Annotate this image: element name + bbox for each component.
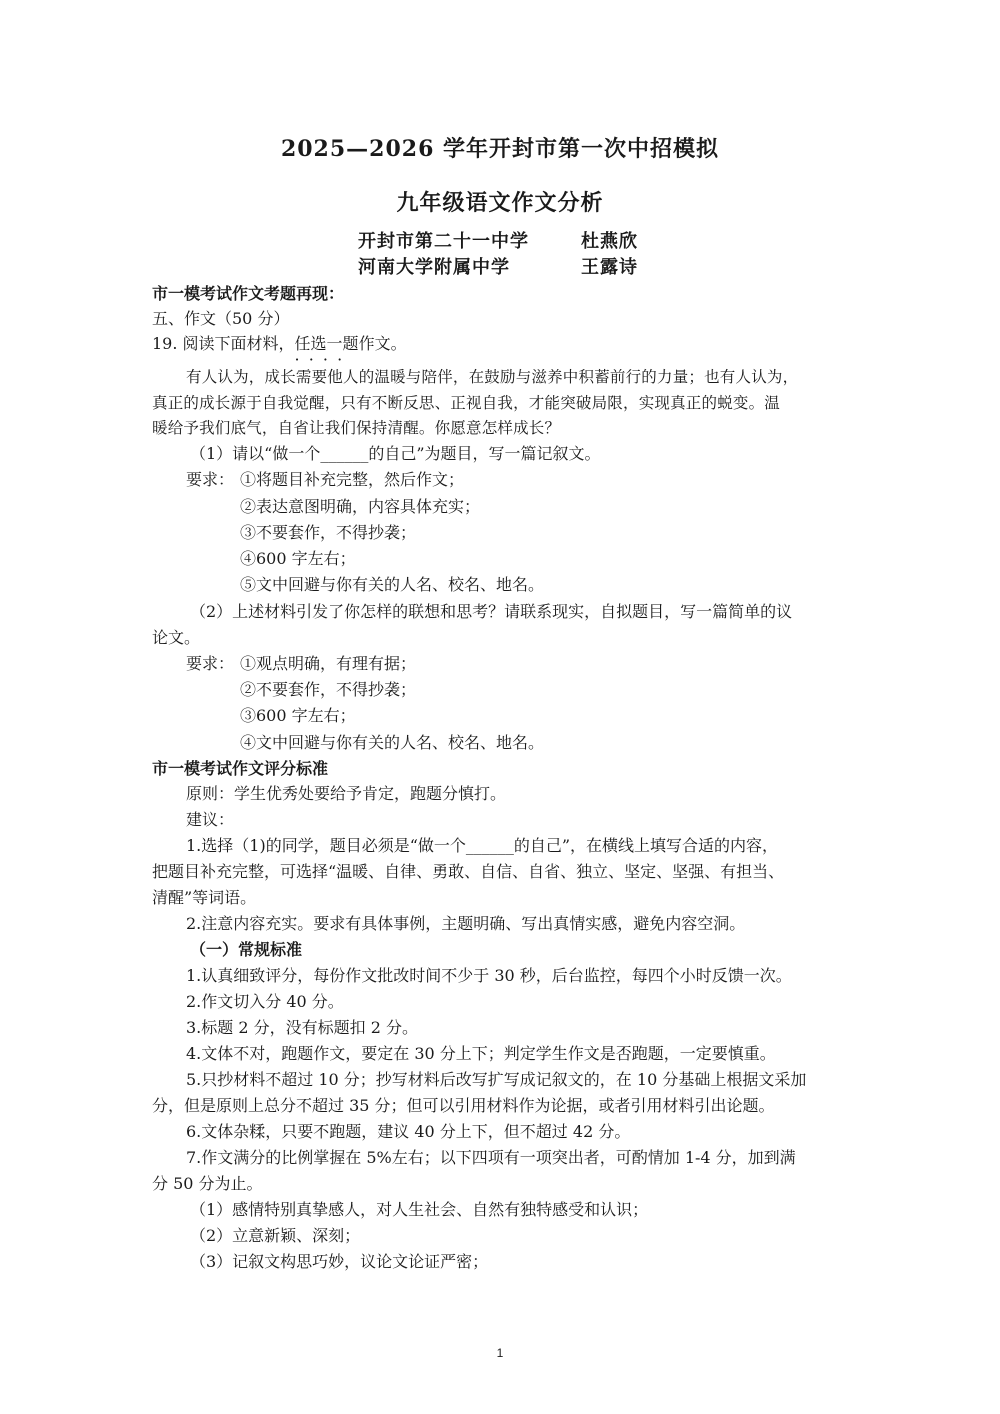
page-subtitle: 九年级语文作文分析 — [396, 190, 604, 216]
task-2-line-2: 论文。 — [152, 628, 201, 647]
rule-2: 2.作文切入分 40 分。 — [186, 992, 344, 1011]
page-number: 1 — [496, 1346, 504, 1360]
question-suffix: 作文。 — [358, 334, 407, 353]
requirement-item: ②表达意图明确，内容具体充实； — [240, 497, 481, 516]
rule-7-item: （3）记叙文构思巧妙，议论文论证严密； — [190, 1252, 489, 1271]
author-name-1: 杜燕欣 — [581, 231, 638, 252]
rule-6: 6.文体杂糅，只要不跑题，建议 40 分上下，但不超过 42 分。 — [186, 1122, 631, 1141]
suggestion-1-line-1: 1.选择（1)的同学，题目必须是“做一个______的自己”，在横线上填写合适的内容， — [186, 836, 779, 855]
author-school-1: 开封市第二十一中学 — [358, 231, 529, 252]
requirement-item: ③不要套作，不得抄袭； — [240, 523, 417, 542]
part-label: 五、作文（50 分） — [152, 309, 290, 328]
section-heading-exam: 市一模考试作文考题再现： — [152, 284, 345, 303]
scoring-principle: 原则：学生优秀处要给予肯定，跑题分慎打。 — [186, 784, 507, 803]
suggestion-2: 2.注意内容充实。要求有具体事例，主题明确、写出真情实感，避免内容空洞。 — [186, 914, 746, 933]
requirement-item: ①将题目补充完整，然后作文； — [240, 470, 465, 489]
task-2-line-1: （2）上述材料引发了你怎样的联想和思考？请联系现实，自拟题目，写一篇简单的议 — [190, 602, 793, 621]
rule-5-line-1: 5.只抄材料不超过 10 分；抄写材料后改写扩写成记叙文的，在 10 分基础上根据文采加 — [186, 1070, 807, 1089]
requirement-item: ③600 字左右； — [240, 706, 356, 725]
material-line-3: 暖给予我们底气，自省让我们保持清醒。你愿意怎样成长？ — [152, 419, 561, 437]
requirement-item: ⑤文中回避与你有关的人名、校名、地名。 — [240, 575, 545, 594]
suggestion-label: 建议： — [186, 810, 235, 829]
material-line-1: 有人认为，成长需要他人的温暖与陪伴，在鼓励与滋养中积蓄前行的力量；也有人认为， — [186, 368, 799, 386]
requirement-label-2: 要求： — [186, 654, 235, 673]
question-emphasis: 任选一题 · · · · — [295, 334, 359, 353]
rule-3: 3.标题 2 分，没有标题扣 2 分。 — [186, 1018, 418, 1037]
rule-7-item: （2）立意新颖、深刻； — [190, 1226, 361, 1245]
requirement-item: ④文中回避与你有关的人名、校名、地名。 — [240, 733, 545, 752]
requirement-item: ①观点明确，有理有据； — [240, 654, 417, 673]
page-title: 2025—2026 学年开封市第一次中招模拟 — [280, 136, 720, 162]
standard-heading: （一）常规标准 — [190, 940, 303, 959]
requirement-label-1: 要求： — [186, 470, 235, 489]
task-1: （1）请以“做一个______的自己”为题目，写一篇记叙文。 — [190, 444, 601, 463]
requirement-item: ②不要套作，不得抄袭； — [240, 680, 417, 699]
author-name-2: 王露诗 — [581, 257, 638, 278]
requirement-item: ④600 字左右； — [240, 549, 356, 568]
material-line-2: 真正的成长源于自我觉醒，只有不断反思、正视自我，才能突破局限，实现真正的蜕变。温 — [152, 394, 781, 412]
rule-1: 1.认真细致评分，每份作文批改时间不少于 30 秒，后台监控，每四个小时反馈一次。 — [186, 966, 792, 985]
suggestion-1-line-2: 把题目补充完整，可选择“温暖、自律、勇敢、自信、自省、独立、坚定、坚强、有担当、 — [152, 862, 785, 881]
rule-5-line-2: 分，但是原则上总分不超过 35 分；但可以引用材料作为论据，或者引用材料引出论题。 — [152, 1096, 775, 1115]
rule-7-item: （1）感情特别真挚感人，对人生社会、自然有独特感受和认识； — [190, 1200, 649, 1219]
rule-7-line-2: 分 50 分为止。 — [152, 1174, 263, 1193]
rule-4: 4.文体不对，跑题作文，要定在 30 分上下；判定学生作文是否跑题，一定要慎重。 — [186, 1044, 776, 1063]
question-line — [152, 332, 407, 356]
suggestion-1-line-3: 清醒”等词语。 — [152, 888, 257, 907]
rule-7-line-1: 7.作文满分的比例掌握在 5%左右；以下四项有一项突出者，可酌情加 1-4 分，加到满 — [186, 1148, 796, 1167]
section-heading-scoring: 市一模考试作文评分标准 — [152, 759, 329, 778]
author-school-2: 河南大学附属中学 — [358, 257, 510, 278]
question-prefix: 19. 阅读下面材料， — [152, 334, 295, 353]
